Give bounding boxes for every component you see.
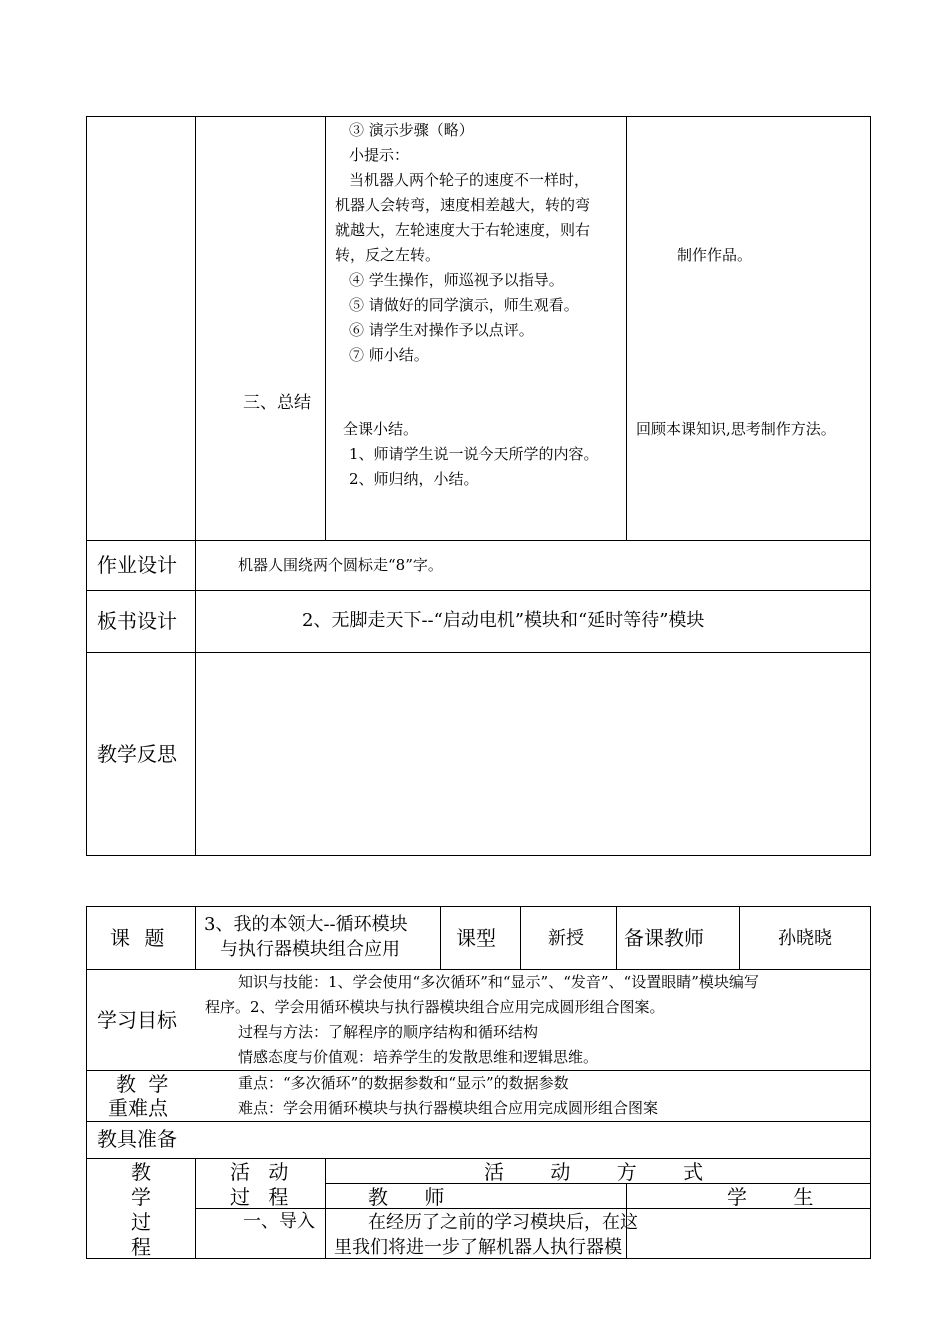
goals-line: 过程与方法：了解程序的顺序结构和循环结构 xyxy=(238,1023,539,1041)
goals-line: 程序。2、学会用循环模块与执行器模块组合应用完成圆形组合图案。 xyxy=(205,998,665,1016)
keypoint-line: 重点：“多次循环”的数据参数和“显示”的数据参数 xyxy=(238,1074,569,1092)
process-char: 程 xyxy=(131,1235,151,1259)
teacher-step-line: 就越大，左轮速度大于右轮速度，则右 xyxy=(335,221,591,239)
teacher-column-header: 教 师 xyxy=(368,1185,445,1209)
step-intro-line: 在经历了之前的学习模块后，在这 xyxy=(368,1212,638,1233)
goals-line: 知识与技能：1、学会使用“多次循环”和“显示”、“发音”、“设置眼睛”模块编写 xyxy=(238,973,759,991)
student-column-header: 学 生 xyxy=(727,1185,814,1209)
teacher-step-line: 当机器人两个轮子的速度不一样时， xyxy=(349,171,590,189)
board-text: 2、无脚走天下--“启动电机”模块和“延时等待”模块 xyxy=(302,610,705,631)
teacher-step-line: ③ 演示步骤（略） xyxy=(349,121,474,139)
lesson-type-value: 新授 xyxy=(548,928,584,949)
difficulty-line: 难点：学会用循环模块与执行器模块组合应用完成圆形组合图案 xyxy=(238,1099,659,1117)
teacher-step-line: 机器人会转弯，速度相差越大，转的弯 xyxy=(335,196,591,214)
summary-line: 全课小结。 xyxy=(343,420,419,438)
summary-line: 2、师归纳，小结。 xyxy=(349,470,479,488)
process-char: 教 xyxy=(131,1160,151,1184)
goals-line: 情感态度与价值观：培养学生的发散思维和逻辑思维。 xyxy=(238,1048,599,1066)
teacher-step-line: ⑥ 请学生对操作予以点评。 xyxy=(349,321,534,339)
process-char: 学 xyxy=(131,1185,151,1209)
teacher-step-line: ⑦ 师小结。 xyxy=(349,346,429,364)
teacher-name: 孙晓晓 xyxy=(778,928,832,949)
keypoints-label: 教 学 xyxy=(116,1072,169,1096)
activity-label: 活 动 xyxy=(230,1160,289,1184)
process-char: 过 xyxy=(131,1210,151,1234)
homework-label: 作业设计 xyxy=(97,553,177,577)
topic-line: 与执行器模块组合应用 xyxy=(220,939,400,960)
teacher-step-line: ⑤ 请做好的同学演示，师生观看。 xyxy=(349,296,579,314)
topic-label: 课 题 xyxy=(110,926,165,950)
teacher-step-line: 小提示： xyxy=(349,146,410,164)
activity-label: 过 程 xyxy=(230,1185,289,1209)
topic-line: 3、我的本领大--循环模块 xyxy=(204,914,408,935)
reflection-label: 教学反思 xyxy=(97,742,177,766)
teacher-label: 备课教师 xyxy=(624,926,704,950)
student-activity: 制作作品。 xyxy=(677,246,753,264)
teacher-step-line: ④ 学生操作，师巡视予以指导。 xyxy=(349,271,564,289)
keypoints-label: 重难点 xyxy=(108,1096,168,1120)
activity-mode-label: 活 动 方 式 xyxy=(484,1160,704,1184)
goals-label: 学习目标 xyxy=(97,1008,177,1032)
tools-label: 教具准备 xyxy=(97,1127,177,1151)
summary-line: 1、师请学生说一说今天所学的内容。 xyxy=(349,445,599,463)
step-intro-line: 里我们将进一步了解机器人执行器模 xyxy=(334,1237,622,1258)
lesson-type-label: 课型 xyxy=(456,926,496,950)
board-label: 板书设计 xyxy=(97,609,177,633)
section-summary-label: 三、总结 xyxy=(243,393,311,413)
teacher-step-line: 转，反之左转。 xyxy=(335,246,441,264)
step-intro-label: 一、导入 xyxy=(243,1211,315,1232)
student-activity: 回顾本课知识,思考制作方法。 xyxy=(636,420,836,438)
homework-text: 机器人围绕两个圆标走“8”字。 xyxy=(238,556,443,574)
